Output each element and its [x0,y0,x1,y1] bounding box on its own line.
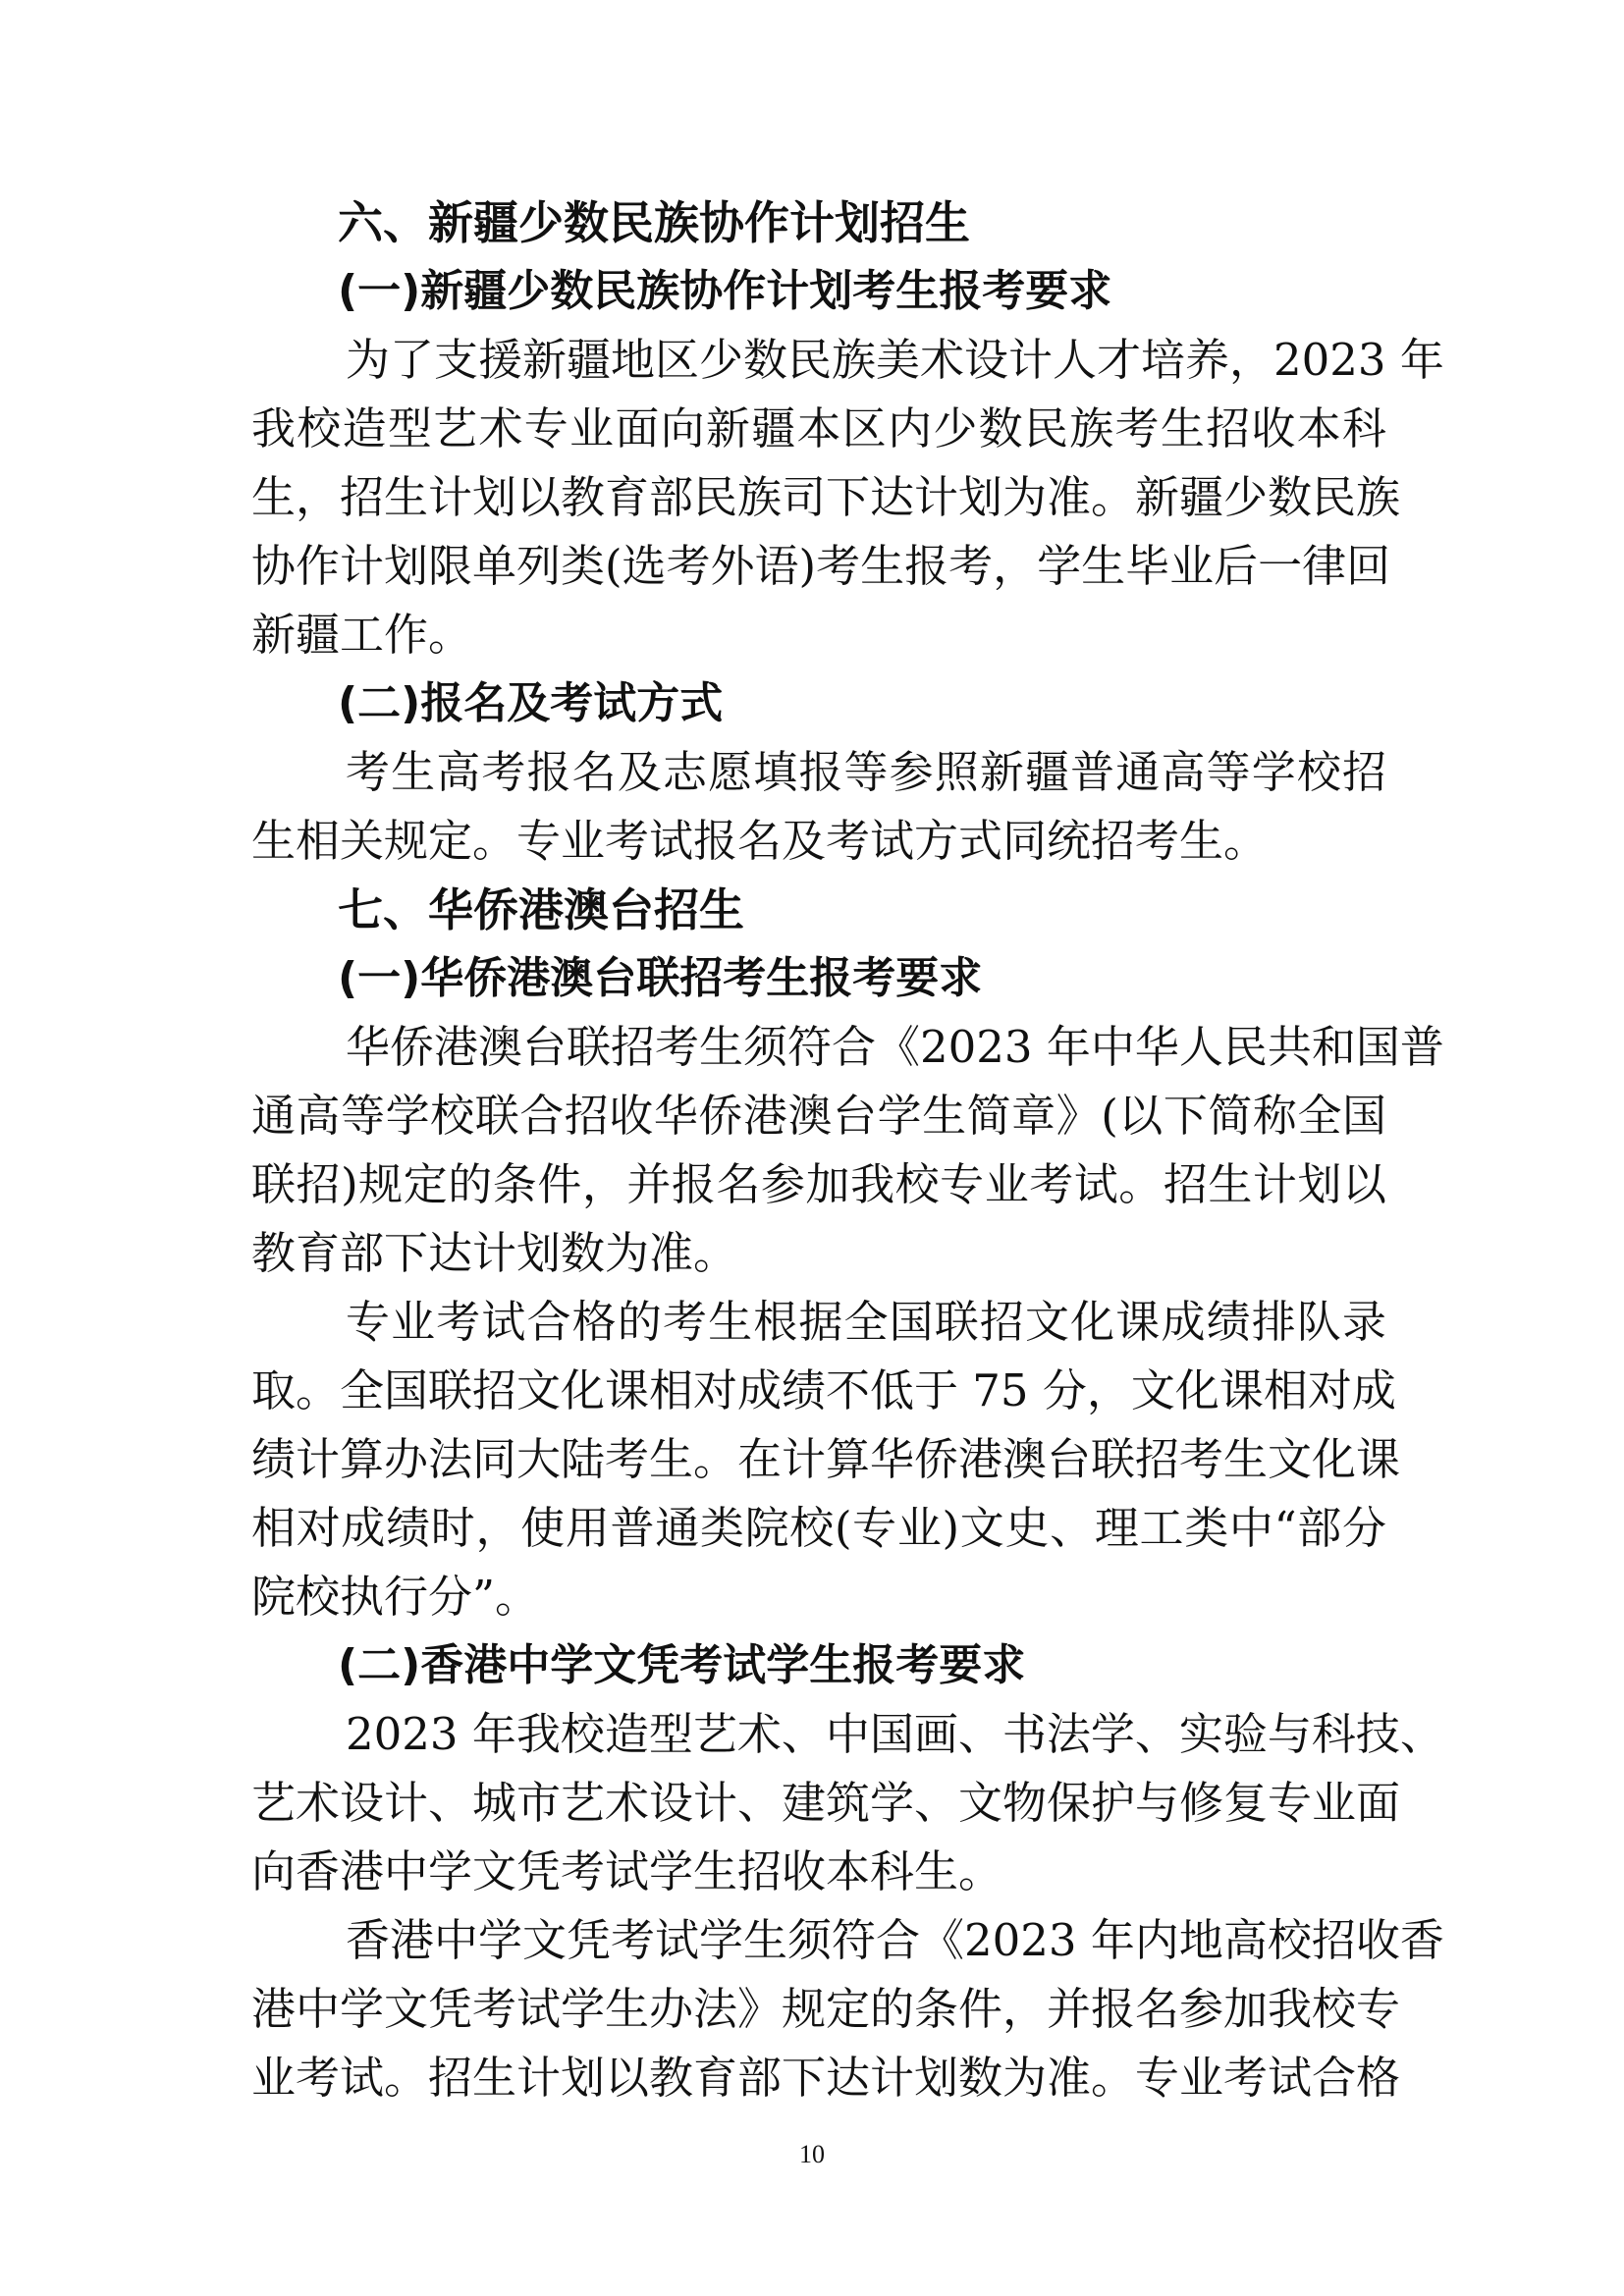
subheading-registration: (二)报名及考试方式 [338,678,724,728]
text-line: 绩计算办法同大陆考生。在计算华侨港澳台联招考生文化课 [251,1433,1401,1485]
text-line: 协作计划限单列类(选考外语)考生报考，学生毕业后一律回 [251,540,1391,592]
text-line: 考生高考报名及志愿填报等参照新疆普通高等学校招 [346,746,1386,798]
text-line: 联招)规定的条件，并报名参加我校专业考试。招生计划以 [251,1158,1386,1210]
paragraph-xinjiang-plan [251,326,1444,669]
subheading-xinjiang-requirements: (一)新疆少数民族协作计划考生报考要求 [338,266,1112,316]
text-line: 专业考试合格的考生根据全国联招文化课成绩排队录 [346,1296,1386,1348]
text-line: 生相关规定。专业考试报名及考试方式同统招考生。 [251,815,1269,867]
text-line: 向香港中学文凭考试学生招收本科生。 [251,1845,1003,1897]
section-heading-7: 七、华侨港澳台招生 [338,883,744,936]
text-line: 教育部下达计划数为准。 [251,1227,738,1279]
text-line: 港中学文凭考试学生办法》规定的条件，并报名参加我校专 [251,1983,1401,2035]
subheading-overseas-requirements: (一)华侨港澳台联招考生报考要求 [338,953,983,1003]
paragraph-overseas-conditions [251,1013,1444,1288]
text-line: 院校执行分”。 [251,1571,540,1623]
text-line: 2023 年我校造型艺术、中国画、书法学、实验与科技、 [346,1708,1444,1760]
paragraph-hkdse-conditions [251,1906,1444,2112]
paragraph-hkdse-majors [251,1700,1444,1906]
text-line: 香港中学文凭考试学生须符合《2023 年内地高校招收香 [346,1914,1444,1966]
paragraph-registration [251,738,1386,876]
paragraph-overseas-admission [251,1288,1401,1631]
text-line: 华侨港澳台联招考生须符合《2023 年中华人民共和国普 [346,1021,1444,1073]
subheading-hkdse-requirements: (二)香港中学文凭考试学生报考要求 [338,1640,1026,1690]
page-number: 10 [799,2140,825,2168]
page-content [251,188,1444,2112]
text-line: 生，招生计划以教育部民族司下达计划为准。新疆少数民族 [251,471,1401,523]
text-line: 通高等学校联合招收华侨港澳台学生简章》(以下简称全国 [251,1090,1386,1142]
text-line: 我校造型艺术专业面向新疆本区内少数民族考生招收本科 [251,402,1386,454]
section-heading-6: 六、新疆少数民族协作计划招生 [338,196,970,249]
text-line: 艺术设计、城市艺术设计、建筑学、文物保护与修复专业面 [251,1777,1401,1829]
text-line: 新疆工作。 [251,609,473,661]
text-line: 相对成绩时，使用普通类院校(专业)文史、理工类中“部分 [251,1502,1386,1554]
text-line: 取。全国联招文化课相对成绩不低于 75 分，文化课相对成 [251,1364,1396,1416]
text-line: 业考试。招生计划以教育部下达计划数为准。专业考试合格 [251,2052,1401,2104]
text-line: 为了支援新疆地区少数民族美术设计人才培养，2023 年 [346,334,1444,386]
